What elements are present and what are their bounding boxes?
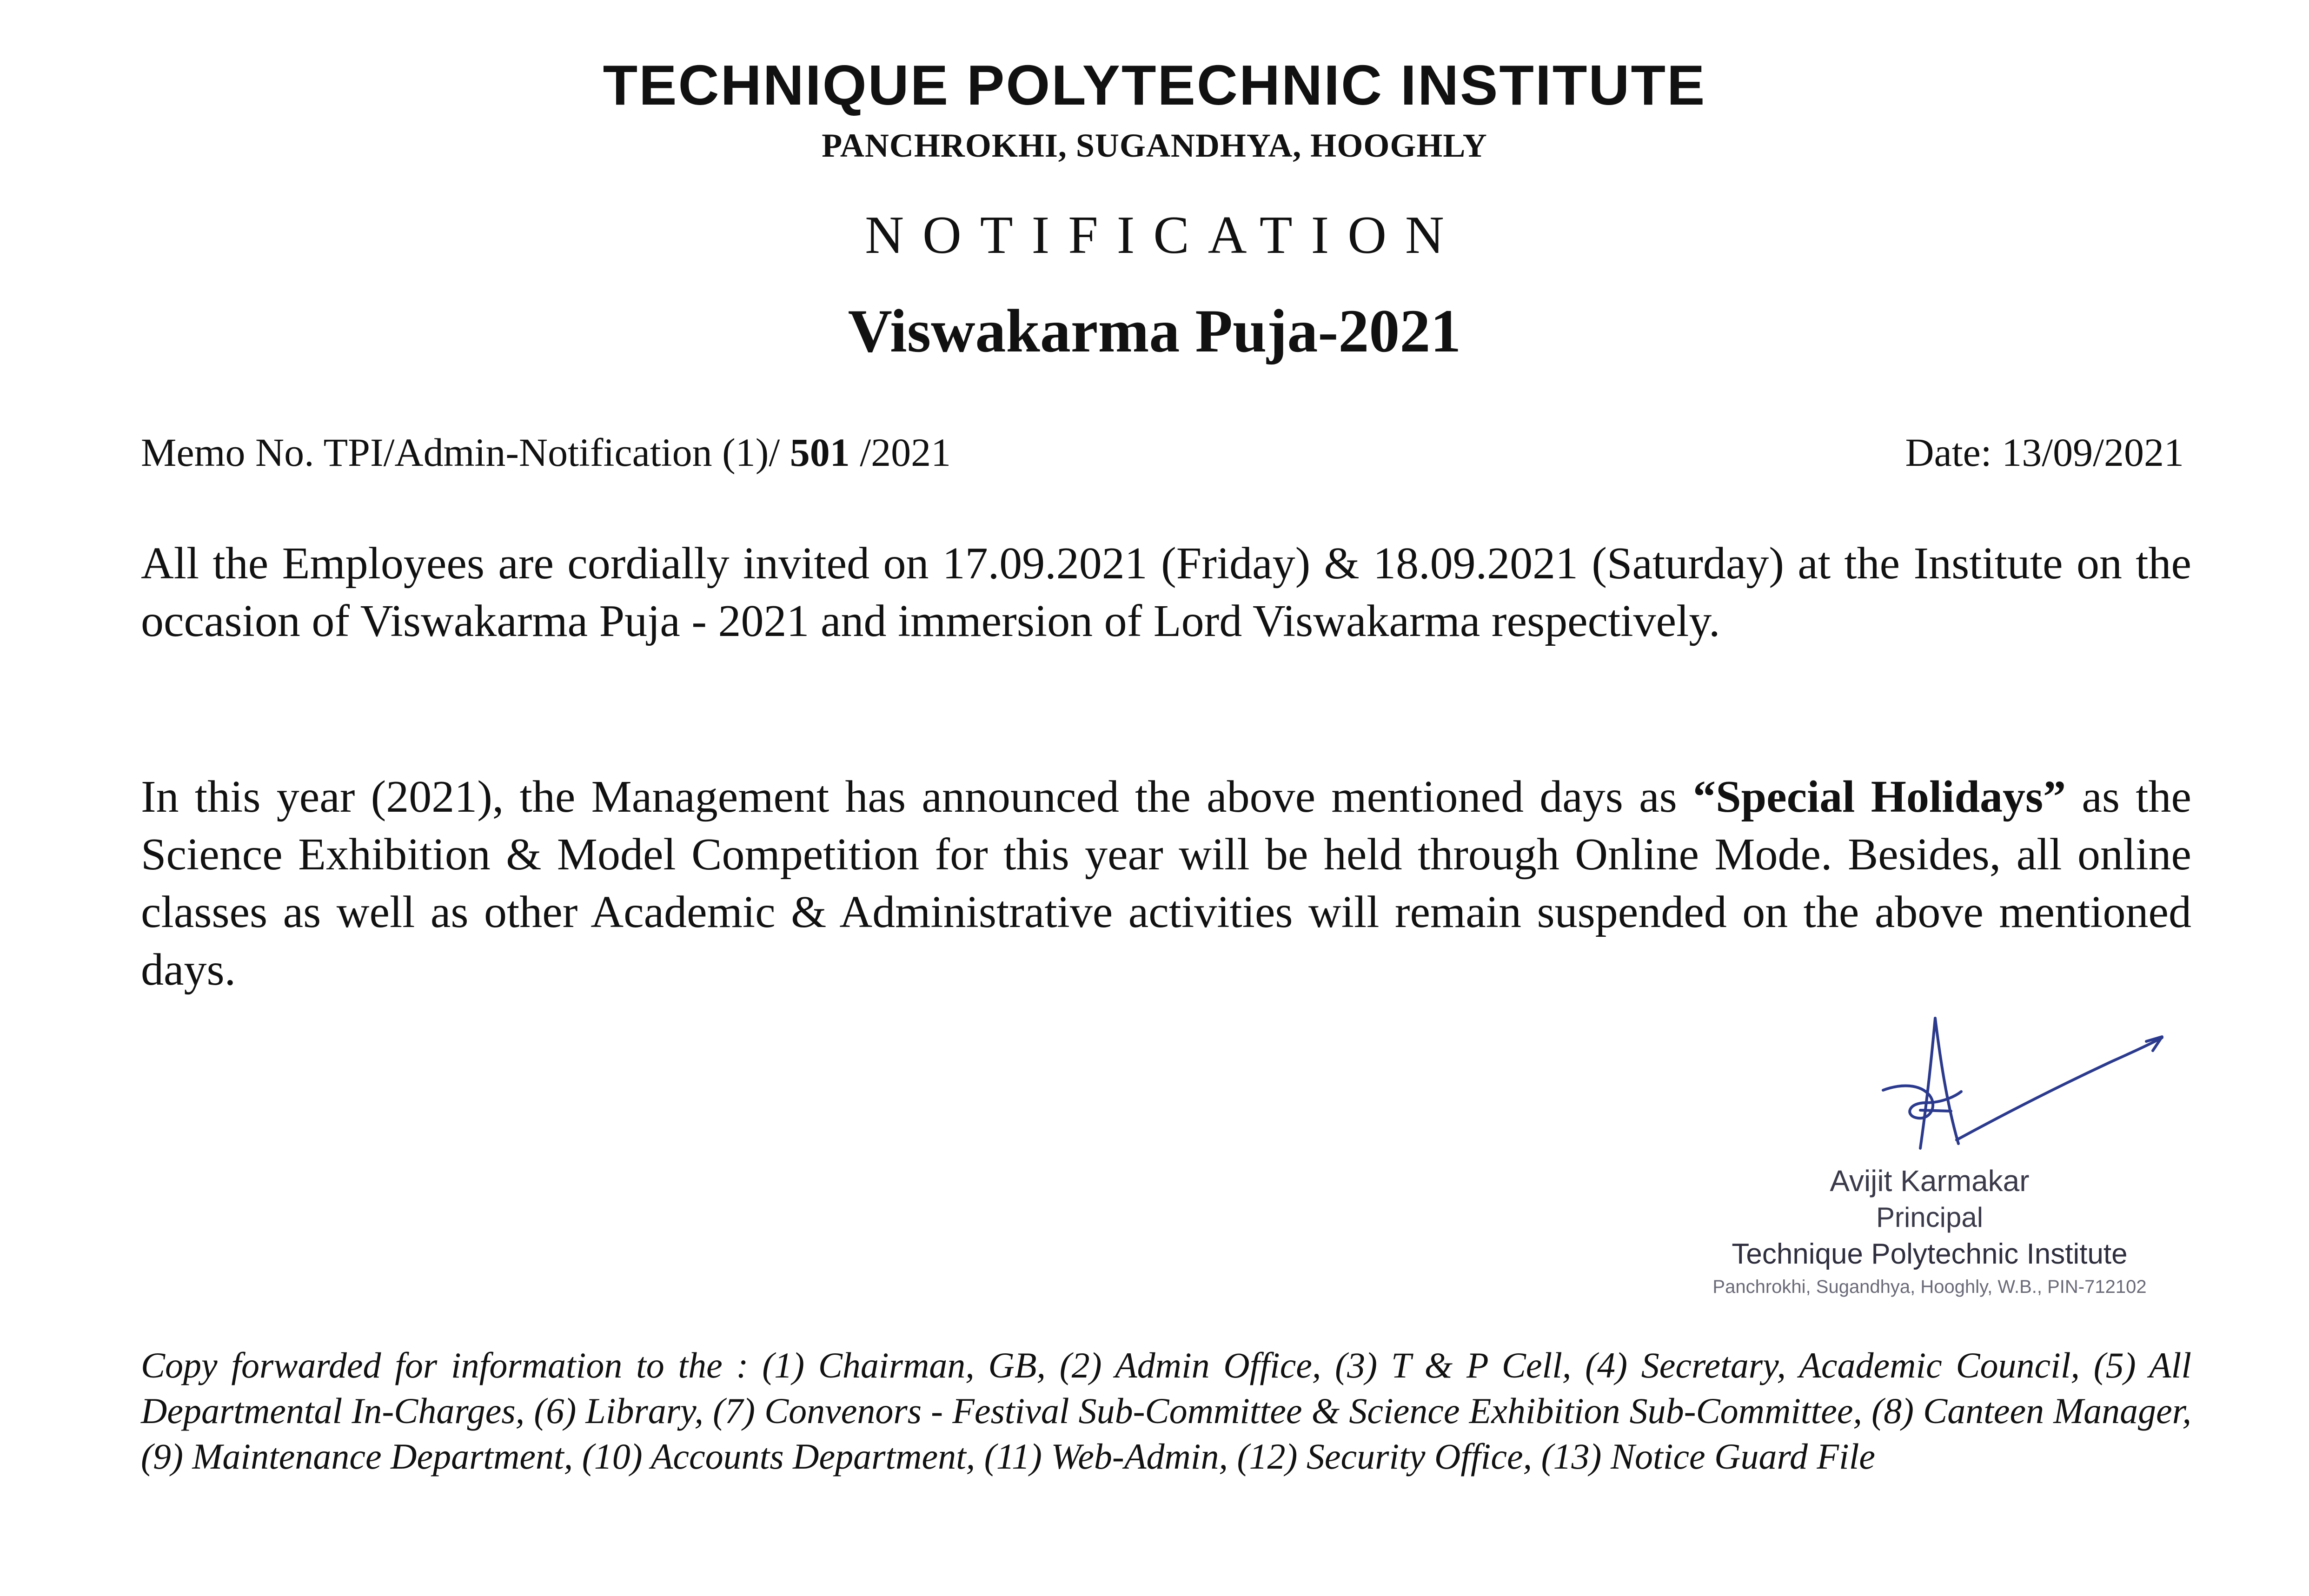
handwritten-signature [1851, 1013, 2167, 1153]
copy-forwarded-list: Copy forwarded for information to the : (1) Chairman, GB, (2) Admin Office, (3) T & P Cell, (4) Secretary, Academic Council, (5) All Departmental In-Charges, (6) Library, (7) Convenors - Festival Sub-Committee & Science Exhibition Sub-Committee, (8) Canteen Manager, (9) Maintenance Department, (10) Accounts Department, (11) Web-Admin, (12) Security Office, (13) Notice Guard File [141, 1345, 2191, 1477]
memo-serial: 501 [790, 430, 850, 475]
notice-subject: Viswakarma Puja-2021 [848, 297, 1461, 365]
memo-suffix: /2021 [849, 430, 951, 475]
signatory-name: Avijit Karmakar [1830, 1164, 2030, 1198]
body-paragraph-1: All the Employees are cordially invited on 17.09.2021 (Friday) & 18.09.2021 (Saturday) at the Institute on the occasion of Viswakarma Puja - 2021 and immersion of Lord Viswakarma respectively. [141, 538, 2191, 646]
memo-prefix: Memo No. TPI/Admin-Notification (1)/ [141, 430, 790, 475]
signatory-address: Panchrokhi, Sugandhya, Hooghly, W.B., PIN-712102 [1712, 1277, 2147, 1297]
paragraph-2-rest: as the Science Exhibition & Model Competition for this year will be held through Online Mode. Besides, all online classes as well as other Academic & Administrative activities will remain suspended on the above mentioned days. [141, 772, 2191, 995]
institute-name: TECHNIQUE POLYTECHNIC INSTITUTE [603, 53, 1706, 117]
signatory-institute: Technique Polytechnic Institute [1732, 1238, 2128, 1270]
institute-address: PANCHROKHI, SUGANDHYA, HOOGHLY [822, 127, 1487, 164]
memo-number [141, 427, 951, 478]
memo-row [141, 427, 2184, 478]
notification-heading: NOTIFICATION [865, 205, 1463, 265]
paragraph-2-lead: In this year (2021), the Management has announced the above mentioned days as [141, 772, 1693, 822]
signatory-stamp [1655, 1162, 2204, 1301]
body-paragraph-2 [141, 768, 2191, 999]
special-holidays-emphasis: “Special Holidays” [1693, 772, 2066, 822]
memo-date: Date: 13/09/2021 [1905, 430, 2184, 475]
signatory-title: Principal [1876, 1202, 1984, 1233]
